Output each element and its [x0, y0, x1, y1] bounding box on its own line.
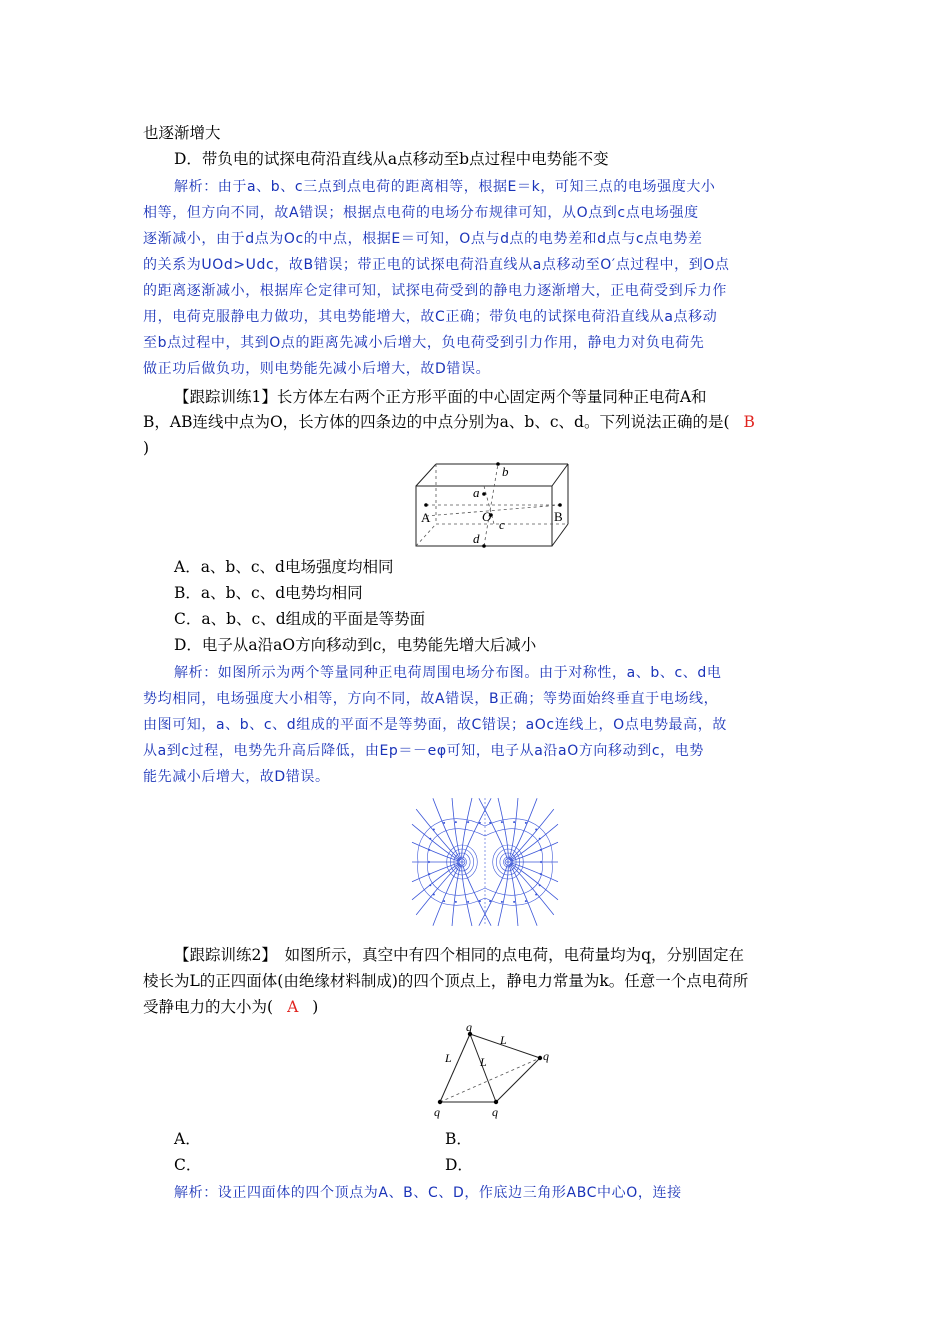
charge-a-dot: [424, 503, 428, 507]
label-q-top: q: [466, 1022, 472, 1034]
solution-line: 的关系为UOd>Udc，故B错误；带正电的试探电荷沿直线从a点移动至O′点过程中，到O点: [143, 257, 730, 273]
electric-field-figure: [410, 796, 560, 928]
exercise-2-close: ): [312, 998, 319, 1016]
label-q-left: q: [434, 1105, 440, 1119]
choice-b: B．: [445, 1130, 472, 1148]
solution-line: 逐渐减小，由于d点为Oc的中点，根据E＝可知，O点与d点的电势差和d点与c点电势差: [143, 231, 703, 247]
label-B: B: [554, 509, 563, 524]
label-b: b: [502, 464, 509, 479]
answer-2: A: [287, 998, 299, 1016]
label-L-top: L: [500, 1033, 507, 1047]
label-c: c: [499, 517, 505, 532]
solution-line: 由图可知，a、b、c、d组成的平面不是等势面，故C错误；aOc连线上，O点电势最高，故: [143, 717, 727, 733]
text-line: 也逐渐增大: [143, 124, 221, 142]
option-a: A．a、b、c、d电场强度均相同: [174, 558, 394, 576]
label-d: d: [473, 531, 480, 546]
solution-line: 至b点过程中，其到O点的距离先减小后增大，负电荷受到引力作用，静电力对负电荷先: [143, 335, 705, 351]
exercise-2-line: 棱长为L的正四面体(由绝缘材料制成)的四个顶点上，静电力常量为k。任意一个点电荷所: [143, 972, 749, 990]
solution-line: 做正功后做负功，则电势能先减小后增大，故D错误。: [143, 361, 491, 377]
choice-d: D．: [445, 1156, 473, 1174]
option-d: D．电子从a沿aO方向移动到c，电势能先增大后减小: [174, 636, 537, 654]
solution-line: 解析：设正四面体的四个顶点为A、B、C、D，作底边三角形ABC中心O，连接: [174, 1185, 682, 1201]
solution-line: 相等，但方向不同，故A错误；根据点电荷的电场分布规律可知，从O点到c点电场强度: [143, 205, 699, 221]
exercise-2-line: [143, 994, 811, 1020]
option-c: C．a、b、c、d组成的平面是等势面: [174, 610, 426, 628]
choice-c: C．: [174, 1156, 202, 1174]
charge-b-dot: [558, 503, 562, 507]
label-L-mid: L: [480, 1055, 487, 1069]
label-O: O: [482, 509, 492, 524]
option-d-prev: D．带负电的试探电荷沿直线从a点移动至b点过程中电势能不变: [174, 150, 609, 168]
answer-1: B: [743, 413, 755, 431]
choice-a: A．: [174, 1130, 201, 1148]
solution-line: 解析：如图所示为两个等量同种正电荷周围电场分布图。由于对称性，a、b、c、d电: [174, 665, 722, 681]
label-q-right: q: [543, 1049, 549, 1063]
box-figure: [412, 458, 572, 550]
exercise-1-line: 【跟踪训练1】长方体左右两个正方形平面的中心固定两个等量同种正电荷A和: [174, 388, 707, 406]
exercise-1-close: ): [143, 439, 150, 457]
solution-line: 势均相同，电场强度大小相等，方向不同，故A错误，B正确；等势面始终垂直于电场线，: [143, 691, 719, 707]
solution-line: 能先减小后增大，故D错误。: [143, 769, 330, 785]
option-b: B．a、b、c、d电势均相同: [174, 584, 363, 602]
label-L-left: L: [445, 1051, 452, 1065]
tetrahedron-figure: [428, 1022, 560, 1120]
exercise-1-text: B，AB连线中点为O，长方体的四条边的中点分别为a、b、c、d。下列说法正确的是(: [143, 413, 730, 431]
solution-line: 用，电荷克服静电力做功，其电势能增大，故C正确；带负电的试探电荷沿直线从a点移动: [143, 309, 718, 325]
solution-line: 解析：由于a、b、c三点到点电荷的距离相等，根据E＝k，可知三点的电场强度大小: [174, 179, 716, 195]
solution-line: 从a到c过程，电势先升高后降低，由Ep＝－eφ可知，电子从a沿aO方向移动到c，电势: [143, 743, 704, 759]
solution-line: 的距离逐渐减小，根据库仑定律可知，试探电荷受到的静电力逐渐增大，正电荷受到斥力作: [143, 283, 727, 299]
exercise-2-text: 受静电力的大小为(: [143, 998, 274, 1016]
exercise-2-line: 【跟踪训练2】 如图所示，真空中有四个相同的点电荷，电荷量均为q，分别固定在: [174, 946, 745, 964]
label-q-bottom: q: [492, 1105, 498, 1119]
label-a: a: [473, 485, 480, 500]
label-A: A: [421, 510, 431, 525]
exercise-1-line: [143, 409, 811, 435]
